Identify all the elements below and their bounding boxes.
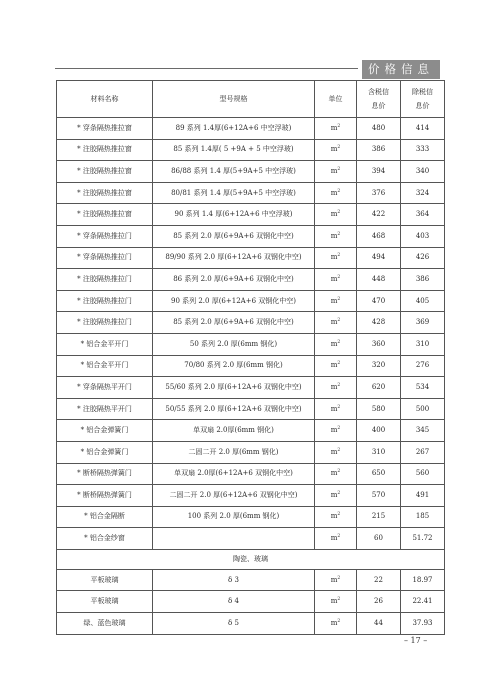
tax-excluded-price-cell: 276 xyxy=(401,355,445,377)
column-header-tax-excluded: 除税信息价 xyxy=(401,81,445,118)
table-row xyxy=(57,118,445,140)
unit-text: m xyxy=(330,166,338,175)
unit-cell xyxy=(315,182,357,204)
spec-cell: 单双扇 2.0厚(6+12A+6 双钢化中空) xyxy=(153,463,315,485)
unit-superscript: 2 xyxy=(337,426,341,432)
unit-cell xyxy=(315,420,357,442)
unit-superscript: 2 xyxy=(337,404,341,410)
table-row xyxy=(57,420,445,442)
spec-cell: 86/88 系列 1.4 厚(5+9A+5 中空浮玻) xyxy=(153,161,315,183)
spec-cell: 单双扇 2.0厚(6mm 钢化) xyxy=(153,420,315,442)
unit-superscript: 2 xyxy=(337,188,341,194)
unit-superscript: 2 xyxy=(337,512,341,518)
table-row xyxy=(57,569,445,591)
tax-excluded-price-cell: 267 xyxy=(401,441,445,463)
unit-superscript: 2 xyxy=(337,210,341,216)
unit-text: m xyxy=(330,188,338,197)
material-name-cell: * 铝合金弹簧门 xyxy=(57,420,153,442)
section-title-tab: 价格信息 xyxy=(362,60,440,79)
unit-cell xyxy=(315,247,357,269)
unit-text: m xyxy=(330,145,338,154)
unit-cell xyxy=(315,118,357,140)
spec-cell: 89 系列 1.4厚(6+12A+6 中空浮玻) xyxy=(153,118,315,140)
table-row xyxy=(57,506,445,528)
unit-text: m xyxy=(330,447,338,456)
material-name-cell: * 断桥隔热弹簧门 xyxy=(57,463,153,485)
tax-excluded-price-cell: 426 xyxy=(401,247,445,269)
spec-cell: 50/55 系列 2.0 厚(6+12A+6 双钢化中空) xyxy=(153,398,315,420)
material-name-cell: * 注胶隔热推拉窗 xyxy=(57,204,153,226)
tax-excluded-price-cell: 500 xyxy=(401,398,445,420)
unit-cell xyxy=(315,569,357,591)
material-name-cell: * 注胶隔热推拉窗 xyxy=(57,182,153,204)
tax-excluded-price-cell: 310 xyxy=(401,333,445,355)
tax-excluded-price-cell: 386 xyxy=(401,269,445,291)
spec-cell: 50 系列 2.0 厚(6mm 钢化) xyxy=(153,333,315,355)
header-rule xyxy=(55,68,358,69)
tax-excluded-price-cell: 403 xyxy=(401,225,445,247)
tax-excluded-price-cell: 405 xyxy=(401,290,445,312)
unit-superscript: 2 xyxy=(337,534,341,540)
table-row xyxy=(57,247,445,269)
unit-cell xyxy=(315,225,357,247)
unit-text: m xyxy=(330,339,338,348)
unit-cell xyxy=(315,269,357,291)
unit-cell xyxy=(315,398,357,420)
unit-text: m xyxy=(330,382,338,391)
unit-superscript: 2 xyxy=(337,597,341,603)
unit-cell xyxy=(315,506,357,528)
tax-excluded-price-cell: 37.93 xyxy=(401,613,445,635)
unit-text: m xyxy=(330,490,338,499)
spec-cell: δ 3 xyxy=(153,569,315,591)
unit-text: m xyxy=(330,231,338,240)
unit-cell xyxy=(315,463,357,485)
column-header-material: 材料名称 xyxy=(57,81,153,118)
tax-excluded-price-cell: 364 xyxy=(401,204,445,226)
tax-excluded-price-cell: 333 xyxy=(401,139,445,161)
table-body xyxy=(57,118,445,635)
unit-superscript: 2 xyxy=(337,318,341,324)
unit-cell xyxy=(315,161,357,183)
unit-text: m xyxy=(330,253,338,262)
material-name-cell: 平板玻璃 xyxy=(57,591,153,613)
table-row xyxy=(57,290,445,312)
unit-text: m xyxy=(330,123,338,132)
unit-superscript: 2 xyxy=(337,447,341,453)
material-name-cell: * 注胶隔热推拉窗 xyxy=(57,139,153,161)
spec-cell: δ 4 xyxy=(153,591,315,613)
unit-superscript: 2 xyxy=(337,361,341,367)
category-row xyxy=(57,549,445,569)
tax-included-price-cell: 26 xyxy=(357,591,401,613)
tax-included-price-cell: 650 xyxy=(357,463,401,485)
table-row xyxy=(57,377,445,399)
unit-cell xyxy=(315,355,357,377)
unit-text: m xyxy=(330,618,338,627)
tax-included-price-cell: 620 xyxy=(357,377,401,399)
tax-included-price-cell: 448 xyxy=(357,269,401,291)
price-table xyxy=(56,80,445,635)
tax-excluded-price-cell: 414 xyxy=(401,118,445,140)
unit-superscript: 2 xyxy=(337,166,341,172)
unit-superscript: 2 xyxy=(337,253,341,259)
tax-included-price-cell: 422 xyxy=(357,204,401,226)
table-row xyxy=(57,463,445,485)
spec-cell: 90 系列 1.4 厚(6+12A+6 中空浮玻) xyxy=(153,204,315,226)
tax-included-price-cell: 60 xyxy=(357,528,401,550)
spec-cell: 二固二开 2.0 厚(6mm 钢化) xyxy=(153,441,315,463)
material-name-cell: * 注胶隔热推拉门 xyxy=(57,269,153,291)
table-row xyxy=(57,204,445,226)
unit-cell xyxy=(315,312,357,334)
tax-included-price-cell: 394 xyxy=(357,161,401,183)
column-header-unit: 单位 xyxy=(315,81,357,118)
unit-cell xyxy=(315,290,357,312)
tax-excluded-price-cell: 324 xyxy=(401,182,445,204)
material-name-cell: * 注胶隔热推拉门 xyxy=(57,290,153,312)
material-name-cell: * 穿条隔热平开门 xyxy=(57,377,153,399)
tax-included-price-cell: 22 xyxy=(357,569,401,591)
spec-cell: 100 系列 2.0 厚(6mm 钢化) xyxy=(153,506,315,528)
unit-text: m xyxy=(330,296,338,305)
table-row xyxy=(57,441,445,463)
unit-text: m xyxy=(330,210,338,219)
unit-superscript: 2 xyxy=(337,231,341,237)
unit-cell xyxy=(315,528,357,550)
tax-included-price-cell: 320 xyxy=(357,355,401,377)
unit-superscript: 2 xyxy=(337,296,341,302)
unit-superscript: 2 xyxy=(337,382,341,388)
column-header-tax-included: 含税信息价 xyxy=(357,81,401,118)
tax-excluded-price-cell: 185 xyxy=(401,506,445,528)
material-name-cell: * 铝合金平开门 xyxy=(57,333,153,355)
tax-included-price-cell: 570 xyxy=(357,485,401,507)
tax-excluded-price-cell: 560 xyxy=(401,463,445,485)
unit-text: m xyxy=(330,318,338,327)
unit-superscript: 2 xyxy=(337,274,341,280)
spec-cell: 80/81 系列 1.4 厚(5+9A+5 中空浮玻) xyxy=(153,182,315,204)
unit-cell xyxy=(315,485,357,507)
tax-excluded-price-cell: 22.41 xyxy=(401,591,445,613)
tax-included-price-cell: 470 xyxy=(357,290,401,312)
tax-excluded-price-cell: 345 xyxy=(401,420,445,442)
unit-superscript: 2 xyxy=(337,145,341,151)
tax-included-price-cell: 215 xyxy=(357,506,401,528)
material-name-cell: * 铝合金纱窗 xyxy=(57,528,153,550)
table-row xyxy=(57,225,445,247)
unit-cell xyxy=(315,613,357,635)
table-row xyxy=(57,269,445,291)
material-name-cell: * 穿条隔热推拉窗 xyxy=(57,118,153,140)
material-name-cell: * 断桥隔热弹簧门 xyxy=(57,485,153,507)
unit-cell xyxy=(315,377,357,399)
table-row xyxy=(57,485,445,507)
spec-cell: 89/90 系列 2.0 厚(6+12A+6 双钢化中空) xyxy=(153,247,315,269)
material-name-cell: * 注胶隔热推拉窗 xyxy=(57,161,153,183)
unit-superscript: 2 xyxy=(337,123,341,129)
unit-text: m xyxy=(330,512,338,521)
unit-text: m xyxy=(330,426,338,435)
tax-excluded-price-cell: 491 xyxy=(401,485,445,507)
table-row xyxy=(57,161,445,183)
unit-text: m xyxy=(330,469,338,478)
material-name-cell: * 穿条隔热推拉门 xyxy=(57,247,153,269)
spec-cell: 二固二开 2.0 厚(6+12A+6 双钢化中空) xyxy=(153,485,315,507)
material-name-cell: * 铝合金平开门 xyxy=(57,355,153,377)
unit-superscript: 2 xyxy=(337,618,341,624)
unit-text: m xyxy=(330,534,338,543)
tax-included-price-cell: 44 xyxy=(357,613,401,635)
tax-included-price-cell: 386 xyxy=(357,139,401,161)
tax-included-price-cell: 428 xyxy=(357,312,401,334)
material-name-cell: * 注胶隔热平开门 xyxy=(57,398,153,420)
tax-included-price-cell: 400 xyxy=(357,420,401,442)
spec-cell: 70/80 系列 2.0 厚(6mm 钢化) xyxy=(153,355,315,377)
material-name-cell: * 铝合金隔断 xyxy=(57,506,153,528)
tax-excluded-price-cell: 340 xyxy=(401,161,445,183)
unit-superscript: 2 xyxy=(337,575,341,581)
tax-included-price-cell: 580 xyxy=(357,398,401,420)
table-header-row xyxy=(57,81,445,118)
unit-text: m xyxy=(330,404,338,413)
spec-cell: 85 系列 1.4厚( 5 +9A + 5 中空浮玻) xyxy=(153,139,315,161)
unit-cell xyxy=(315,139,357,161)
unit-cell xyxy=(315,441,357,463)
table-row xyxy=(57,591,445,613)
material-name-cell: * 铝合金弹簧门 xyxy=(57,441,153,463)
tax-excluded-price-cell: 534 xyxy=(401,377,445,399)
table-row xyxy=(57,312,445,334)
table-row xyxy=(57,528,445,550)
material-name-cell: * 穿条隔热推拉门 xyxy=(57,225,153,247)
table-row xyxy=(57,182,445,204)
tax-included-price-cell: 360 xyxy=(357,333,401,355)
table-row xyxy=(57,139,445,161)
material-name-cell: 平板玻璃 xyxy=(57,569,153,591)
unit-text: m xyxy=(330,274,338,283)
page-number: – 17 – xyxy=(404,636,428,645)
tax-included-price-cell: 494 xyxy=(357,247,401,269)
tax-included-price-cell: 468 xyxy=(357,225,401,247)
spec-cell: 55/60 系列 2.0 厚(6+12A+6 双钢化中空) xyxy=(153,377,315,399)
material-name-cell: 绿、蓝色玻璃 xyxy=(57,613,153,635)
tax-excluded-price-cell: 369 xyxy=(401,312,445,334)
spec-cell: 86 系列 2.0 厚(6+9A+6 双钢化中空) xyxy=(153,269,315,291)
unit-superscript: 2 xyxy=(337,339,341,345)
column-header-spec: 型号规格 xyxy=(153,81,315,118)
unit-superscript: 2 xyxy=(337,469,341,475)
unit-cell xyxy=(315,204,357,226)
spec-cell xyxy=(153,528,315,550)
unit-superscript: 2 xyxy=(337,490,341,496)
unit-cell xyxy=(315,333,357,355)
unit-text: m xyxy=(330,575,338,584)
unit-text: m xyxy=(330,361,338,370)
tax-excluded-price-cell: 51.72 xyxy=(401,528,445,550)
tax-included-price-cell: 480 xyxy=(357,118,401,140)
table-row xyxy=(57,613,445,635)
spec-cell: δ 5 xyxy=(153,613,315,635)
spec-cell: 85 系列 2.0 厚(6+9A+6 双钢化中空) xyxy=(153,312,315,334)
unit-text: m xyxy=(330,597,338,606)
spec-cell: 90 系列 2.0 厚(6+12A+6 双钢化中空) xyxy=(153,290,315,312)
table-row xyxy=(57,355,445,377)
tax-included-price-cell: 310 xyxy=(357,441,401,463)
tax-excluded-price-cell: 18.97 xyxy=(401,569,445,591)
table-row xyxy=(57,333,445,355)
tax-included-price-cell: 376 xyxy=(357,182,401,204)
material-name-cell: * 注胶隔热推拉门 xyxy=(57,312,153,334)
spec-cell: 85 系列 2.0 厚(6+9A+6 双钢化中空) xyxy=(153,225,315,247)
table-row xyxy=(57,398,445,420)
unit-cell xyxy=(315,591,357,613)
category-label: 陶瓷、玻璃 xyxy=(57,549,445,569)
